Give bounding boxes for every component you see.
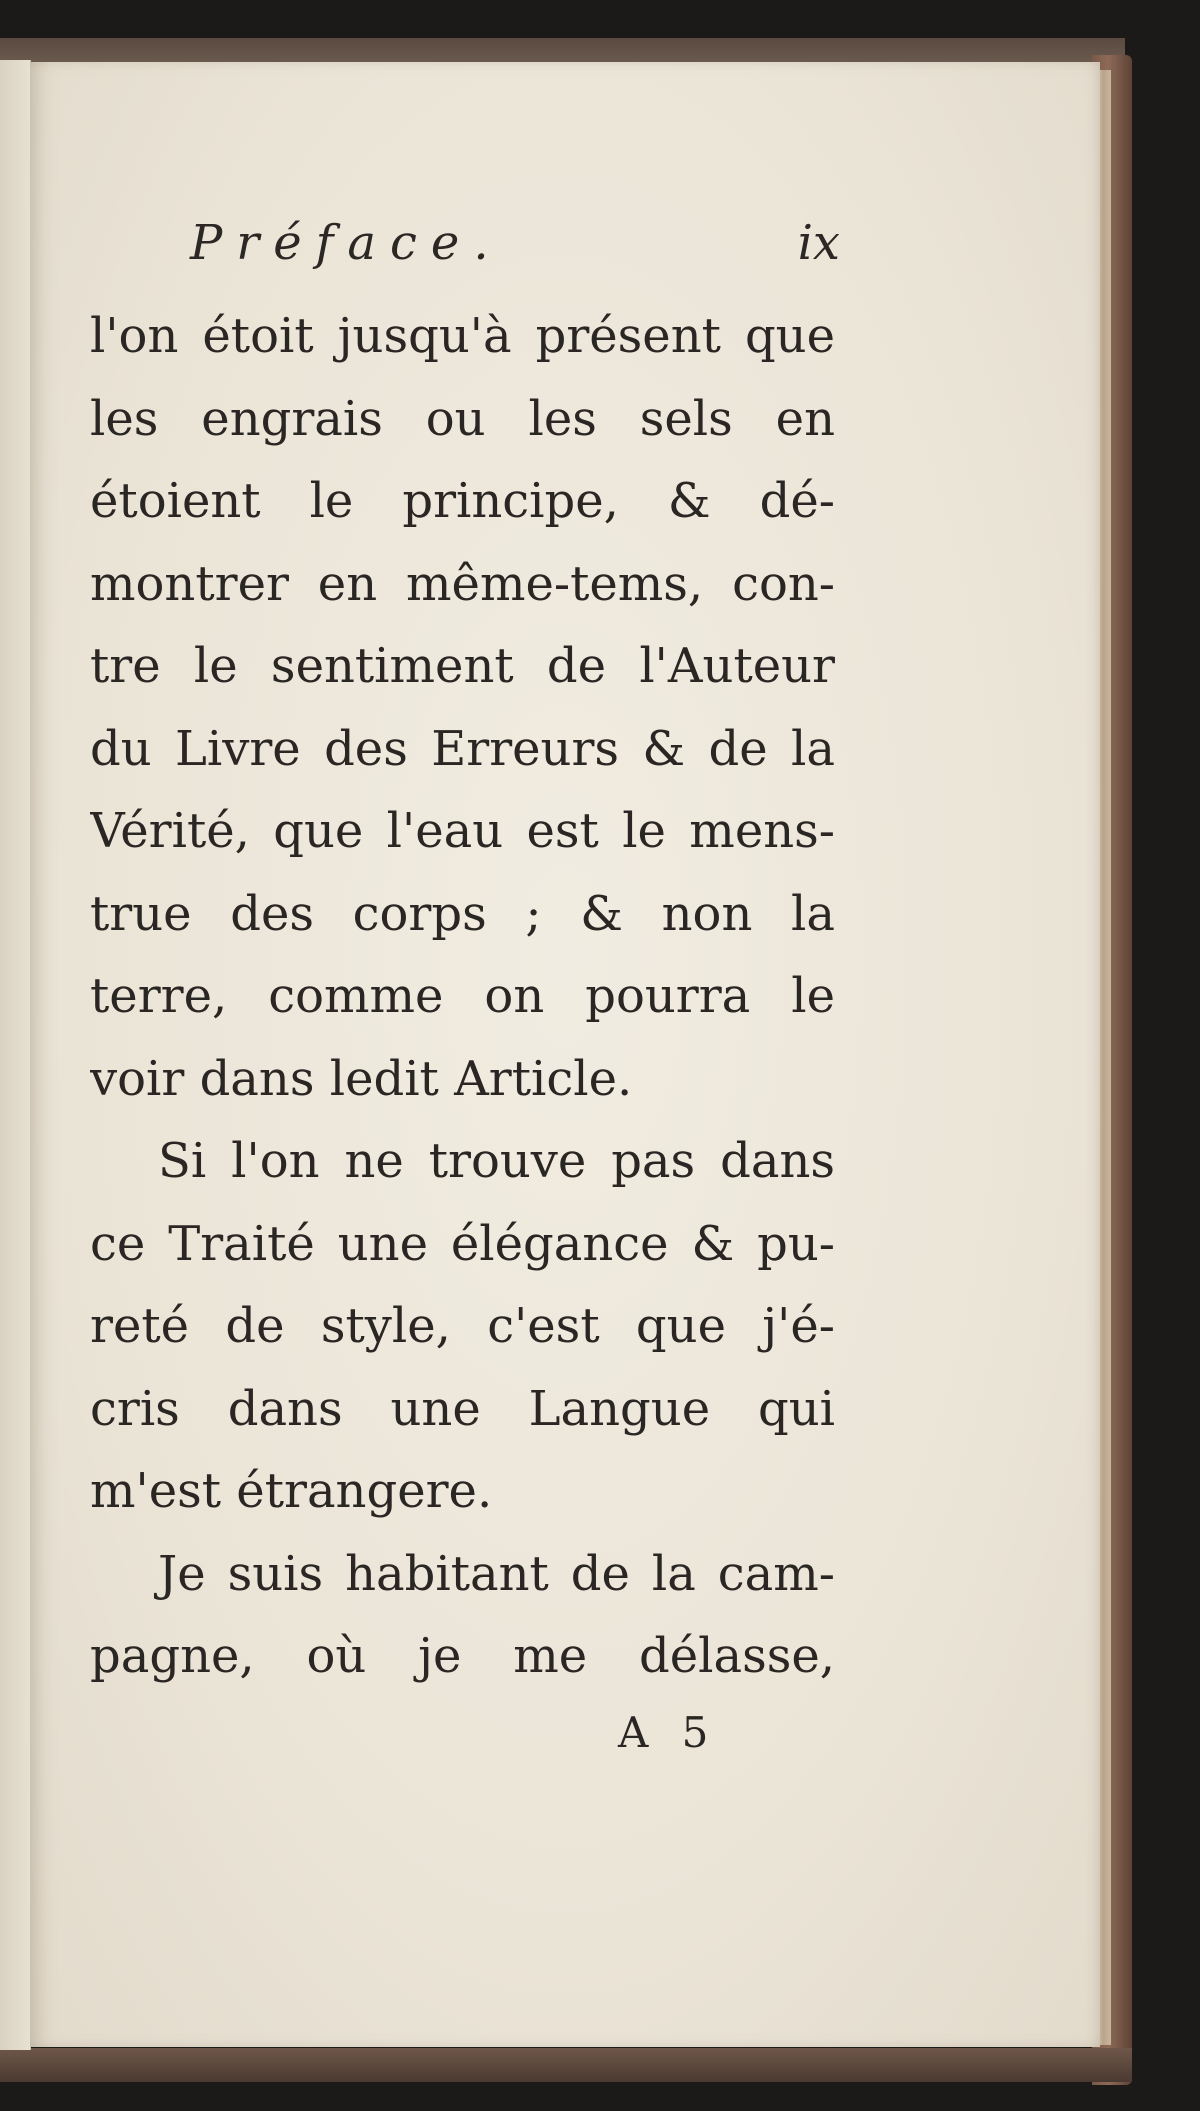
page-number: ix xyxy=(797,215,840,271)
text-line: voir dans ledit Article. xyxy=(90,1050,633,1107)
body-text xyxy=(90,295,835,1698)
text-line: tre le sentiment de l'Auteur xyxy=(90,638,835,694)
running-head xyxy=(190,215,840,285)
text-line: terre, comme on pourra le xyxy=(90,968,835,1024)
text-line: l'on étoit jusqu'à présent que xyxy=(90,308,835,364)
text-line: les engrais ou les sels en xyxy=(90,390,835,447)
text-line: étoient le principe, & dé- xyxy=(90,473,835,529)
text-line: true des corps ; & non la xyxy=(90,885,835,942)
text-line: m'est étrangere. xyxy=(90,1463,493,1519)
text-line: reté de style, c'est que j'é- xyxy=(90,1298,835,1354)
text-line: pagne, où je me délasse, xyxy=(90,1628,835,1684)
running-title: Préface. xyxy=(190,215,503,271)
text-line: montrer en même-tems, con- xyxy=(90,555,835,612)
text-line: Vérité, que l'eau est le mens- xyxy=(90,803,835,859)
text-line: Je suis habitant de la cam- xyxy=(158,1545,835,1602)
text-line: ce Traité une élégance & pu- xyxy=(90,1215,835,1272)
text-line: Si l'on ne trouve pas dans xyxy=(158,1133,835,1189)
signature-mark: A 5 xyxy=(618,1708,719,1757)
text-line: cris dans une Langue qui xyxy=(90,1380,835,1437)
cover-board-bottom xyxy=(0,2048,1132,2082)
facing-page-edge xyxy=(0,60,31,2050)
text-line: du Livre des Erreurs & de la xyxy=(90,720,835,777)
